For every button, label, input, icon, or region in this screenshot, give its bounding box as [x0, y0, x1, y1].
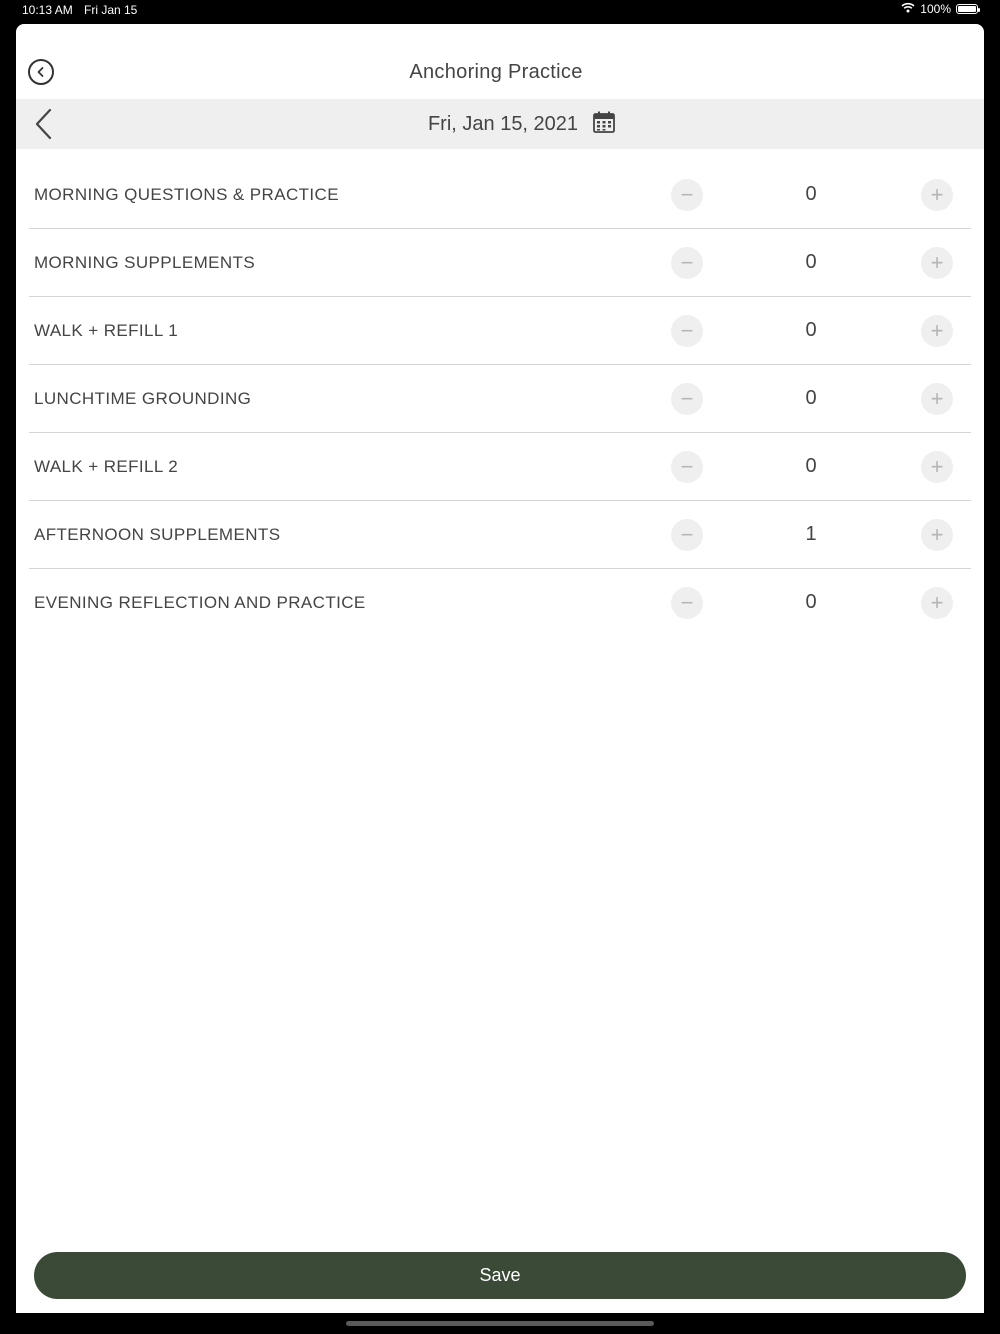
increment-button[interactable]	[921, 315, 953, 347]
increment-button[interactable]	[921, 587, 953, 619]
item-count: 0	[805, 455, 817, 477]
item-label: AFTERNOON SUPPLEMENTS	[34, 525, 281, 544]
status-time: 10:13 AM	[22, 3, 73, 17]
increment-button[interactable]	[921, 383, 953, 415]
save-button[interactable]: Save	[34, 1252, 966, 1299]
increment-button[interactable]	[921, 451, 953, 483]
minus-icon: −	[680, 454, 694, 479]
increment-button[interactable]	[921, 179, 953, 211]
practice-list	[29, 161, 971, 636]
minus-icon: −	[680, 182, 694, 207]
date-text: Fri, Jan 15, 2021	[427, 112, 579, 135]
decrement-button[interactable]	[671, 247, 703, 279]
status-bar	[0, 0, 1000, 22]
minus-icon: −	[680, 522, 694, 547]
minus-icon: −	[680, 386, 694, 411]
minus-icon: −	[680, 318, 694, 343]
plus-icon: +	[930, 386, 944, 411]
item-label: LUNCHTIME GROUNDING	[34, 389, 252, 408]
modal-sheet	[16, 24, 984, 1313]
list-item	[29, 297, 971, 365]
plus-icon: +	[930, 522, 944, 547]
plus-icon: +	[930, 318, 944, 343]
item-label: EVENING REFLECTION AND PRACTICE	[34, 593, 366, 612]
decrement-button[interactable]	[671, 587, 703, 619]
decrement-button[interactable]	[671, 315, 703, 347]
item-label: MORNING QUESTIONS & PRACTICE	[34, 185, 339, 204]
item-count: 0	[805, 183, 817, 205]
decrement-button[interactable]	[671, 383, 703, 415]
increment-button[interactable]	[921, 247, 953, 279]
item-count: 0	[805, 591, 817, 613]
page-title: Anchoring Practice	[409, 61, 583, 83]
list-item	[29, 569, 971, 636]
plus-icon: +	[930, 454, 944, 479]
plus-icon: +	[930, 590, 944, 615]
home-indicator[interactable]	[346, 1321, 654, 1326]
list-item	[29, 433, 971, 501]
previous-day-button[interactable]	[34, 108, 54, 140]
item-label: WALK + REFILL 1	[34, 321, 179, 340]
decrement-button[interactable]	[671, 451, 703, 483]
list-item	[29, 365, 971, 433]
minus-icon: −	[680, 590, 694, 615]
list-item	[29, 229, 971, 297]
minus-icon: −	[680, 250, 694, 275]
calendar-icon[interactable]	[592, 110, 616, 139]
date-selector[interactable]	[16, 99, 984, 149]
increment-button[interactable]	[921, 519, 953, 551]
decrement-button[interactable]	[671, 519, 703, 551]
status-indicators	[901, 2, 978, 16]
battery-icon	[956, 4, 978, 14]
item-count: 1	[805, 523, 817, 545]
item-count: 0	[805, 387, 817, 409]
list-item	[29, 501, 971, 569]
chevron-left-icon	[34, 108, 54, 140]
plus-icon: +	[930, 182, 944, 207]
item-label: MORNING SUPPLEMENTS	[34, 253, 256, 272]
nav-header	[16, 24, 984, 99]
item-label: WALK + REFILL 2	[34, 457, 179, 476]
list-item	[29, 161, 971, 229]
item-count: 0	[805, 251, 817, 273]
date-bar	[16, 99, 984, 149]
wifi-icon	[901, 2, 915, 16]
status-date: Fri Jan 15	[84, 3, 138, 17]
item-count: 0	[805, 319, 817, 341]
plus-icon: +	[930, 250, 944, 275]
decrement-button[interactable]	[671, 179, 703, 211]
battery-percent: 100%	[920, 2, 951, 16]
